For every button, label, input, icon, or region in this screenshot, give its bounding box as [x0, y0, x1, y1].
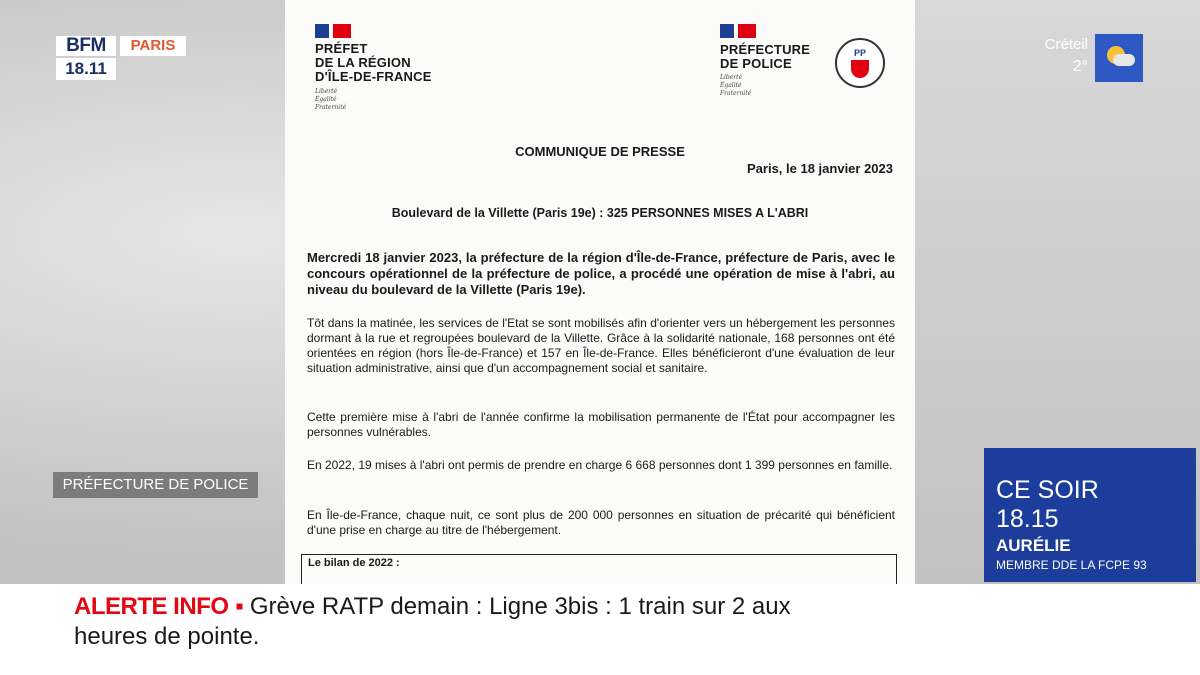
motto-right-fraternite: Fraternité [720, 90, 752, 97]
promo-line1: CE SOIR [996, 476, 1099, 504]
alert-separator-icon: ▪ [235, 593, 244, 620]
shield-icon [851, 60, 869, 78]
weather-city: Créteil [1044, 36, 1088, 53]
issuer-left [315, 42, 432, 84]
document-subject: Boulevard de la Villette (Paris 19e) : 325 PERSONNES MISES A L'ABRI [391, 206, 809, 220]
alert-label: ALERTE INFO [74, 593, 229, 620]
motto-right-egalite: Égalité [720, 82, 742, 89]
motto-fraternite: Fraternité [315, 104, 347, 111]
cloud-icon [1113, 54, 1135, 66]
ticker-line1 [74, 592, 791, 622]
issuer-right-line2: DE POLICE [720, 56, 792, 71]
document-title: COMMUNIQUE DE PRESSE [515, 144, 685, 159]
issuer-left-line1: PRÉFET [315, 41, 368, 56]
press-release-document [285, 0, 915, 584]
channel-logo: BFM [56, 36, 116, 56]
promo-guest-role: MEMBRE DDE LA FCPE 93 [996, 558, 1147, 572]
paragraph-4: En Île-de-France, chaque nuit, ce sont plus de 200 000 personnes en situation de précarité qui bénéficient d'une prise en charge au titre de l'hébergement. [307, 508, 895, 537]
issuer-left-line3: D'ÎLE-DE-FRANCE [315, 69, 432, 84]
seal-text: PP [853, 47, 866, 58]
issuer-right [720, 43, 810, 71]
paragraph-3: En 2022, 19 mises à l'abri ont permis de prendre en charge 6 668 personnes dont 1 399 personnes en famille. [307, 458, 893, 472]
lead-paragraph: Mercredi 18 janvier 2023, la préfecture de la région d'Île-de-France, préfecture de Paris, avec le concours opérationnel de la préfecture de police, a procédé une opération de mise à l'abri, au niveau du boulevard de la Villette (Paris 19e). [307, 250, 895, 297]
ticker-text-line2: heures de pointe. [74, 623, 260, 650]
promo-guest-name: AURÉLIE [996, 536, 1071, 555]
french-flag-icon-right [720, 24, 756, 38]
summary-box-title: Le bilan de 2022 : [308, 557, 400, 569]
clock: 18.11 [56, 58, 116, 80]
news-ticker [0, 584, 1200, 675]
paragraph-1: Tôt dans la matinée, les services de l'Etat se sont mobilisés afin d'orienter vers un hébergement les personnes dormant à la rue et regroupées boulevard de la Villette. Grâce à la solidarité nationale, 168 personnes ont été orientées en région (hors Île-de-France) et 157 en Île-de-France. Elles bénéficieront d'une évaluation de leur situation administrative, ainsi que d'un accompagnement social et sanitaire. [307, 316, 895, 375]
channel-region: PARIS [120, 36, 186, 56]
issuer-right-line1: PRÉFECTURE [720, 42, 811, 57]
paragraph-2: Cette première mise à l'abri de l'année confirme la mobilisation permanente de l'État pour accompagner les personnes vulnérables. [307, 410, 895, 439]
motto-egalite: Égalité [315, 96, 337, 103]
partly-cloudy-icon [1095, 34, 1143, 82]
program-promo [984, 448, 1196, 582]
motto-right-liberte: Liberté [720, 74, 743, 81]
source-caption: PRÉFECTURE DE POLICE [53, 472, 258, 498]
french-flag-icon [315, 24, 351, 38]
motto-liberte: Liberté [315, 88, 338, 95]
police-seal-logo [835, 38, 885, 88]
issuer-left-line2: DE LA RÉGION [315, 55, 411, 70]
motto-left [315, 88, 346, 112]
document-date: Paris, le 18 janvier 2023 [747, 161, 893, 176]
weather-temp: 2° [1072, 58, 1088, 75]
ticker-text-line1: Grève RATP demain : Ligne 3bis : 1 train sur 2 aux [249, 593, 791, 620]
promo-time: 18.15 [996, 505, 1059, 533]
motto-right [720, 74, 751, 98]
